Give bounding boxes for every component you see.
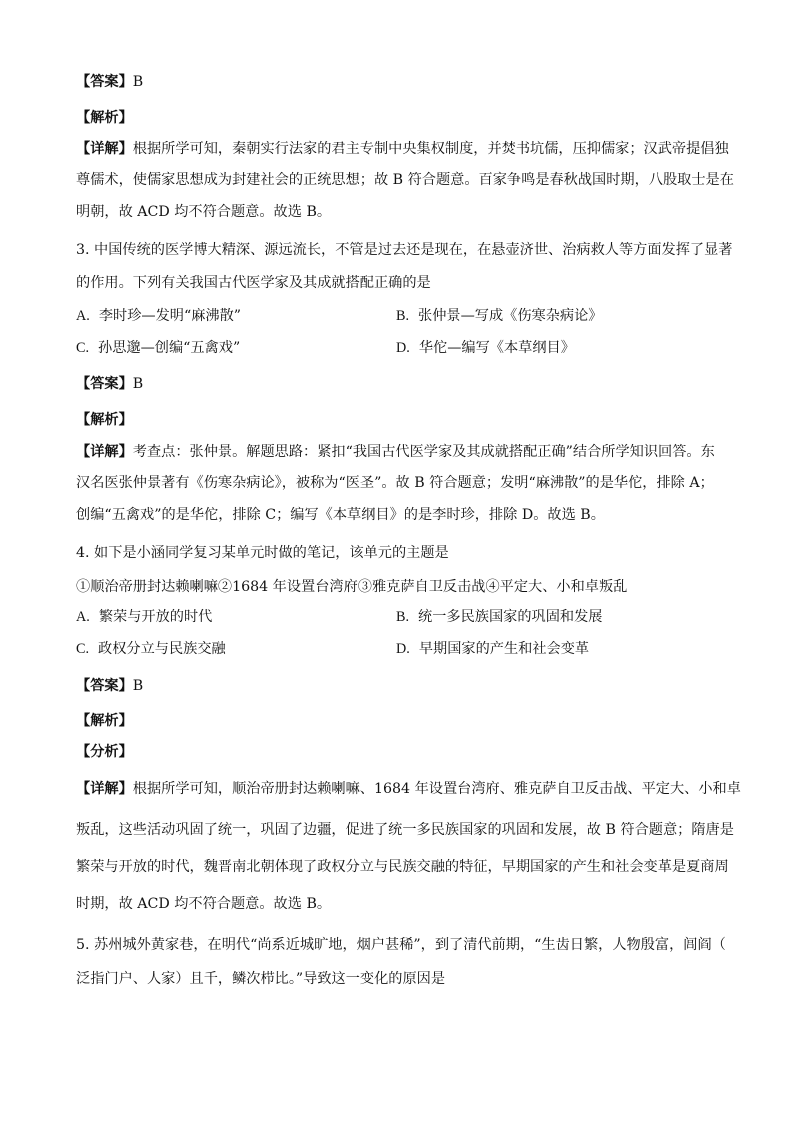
q3-answer-line: [76, 374, 143, 394]
analysis-tag: 【解析】: [76, 713, 133, 729]
option-text: 早期国家的产生和社会变革: [418, 641, 590, 657]
option-text: 统一多民族国家的巩固和发展: [418, 609, 603, 625]
option-letter: C.: [76, 340, 90, 356]
detail-text: 考查点：张仲景。解题思路：紧扣“我国古代医学家及其成就搭配正确”结合所学知识回答。东: [132, 444, 715, 460]
option-text: 张仲景—写成《伤寒杂病论》: [418, 308, 603, 324]
q4-option-a: [76, 607, 212, 627]
detail-text: 根据所学可知，秦朝实行法家的君主专制中央集权制度，并焚书坑儒，压抑儒家；汉武帝提倡独: [132, 141, 729, 157]
option-letter: D.: [396, 641, 410, 657]
detail-text: 根据所学可知，顺治帝册封达赖喇嘛、1684 年设置台湾府、雅克萨自卫反击战、平定大、小和卓: [132, 781, 741, 797]
q4-stem-line-2: ①顺治帝册封达赖喇嘛②1684 年设置台湾府③雅克萨自卫反击战④平定大、小和卓叛乱: [76, 579, 628, 595]
q3-option-b: [396, 306, 603, 326]
q3-detail-line-1: [76, 442, 715, 462]
analysis-tag: 【解析】: [76, 412, 133, 428]
q5-stem-line-1: 5. 苏州城外黄家巷，在明代“尚系近城旷地，烟户甚稀”，到了清代前期，“生齿日繁，人物殷富，闾阎（: [76, 937, 726, 953]
option-letter: A.: [76, 308, 90, 324]
q4-option-b: [396, 607, 603, 627]
q4-fenxi-line: [76, 742, 133, 762]
option-text: 政权分立与民族交融: [98, 641, 226, 657]
q4-detail-line-4: 时期，故 ACD 均不符合题意。故选 B。: [76, 896, 332, 912]
detail-tag: 【详解】: [76, 141, 133, 157]
answer-value: B: [132, 376, 144, 392]
option-text: 华佗—编写《本草纲目》: [418, 340, 575, 356]
prev-answer-line: [76, 72, 143, 92]
q3-option-a: [76, 306, 241, 326]
q3-detail-line-2: 汉名医张仲景著有《伤寒杂病论》，被称为“医圣”。故 B 符合题意；发明“麻沸散”的是华佗，排除 A；: [76, 475, 714, 491]
q4-stem-line-1: 4. 如下是小涵同学复习某单元时做的笔记，该单元的主题是: [76, 545, 449, 561]
prev-detail-line-3: 明朝，故 ACD 均不符合题意。故选 B。: [76, 204, 332, 220]
q4-detail-line-3: 繁荣与开放的时代，魏晋南北朝体现了政权分立与民族交融的特征，早期国家的产生和社会变革是夏商周: [76, 859, 729, 875]
option-letter: D.: [396, 340, 410, 356]
q4-option-d: [396, 639, 589, 659]
q3-stem-line-2: 的作用。下列有关我国古代医学家及其成就搭配正确的是: [76, 275, 431, 291]
fenxi-tag: 【分析】: [76, 744, 133, 760]
q3-option-c: [76, 338, 240, 358]
option-letter: B.: [396, 609, 410, 625]
option-letter: C.: [76, 641, 90, 657]
q4-answer-line: [76, 676, 143, 696]
prev-detail-line-1: [76, 139, 729, 159]
option-text: 孙思邈—创编“五禽戏”: [98, 340, 241, 356]
answer-value: B: [132, 74, 144, 90]
answer-tag: 【答案】: [76, 74, 133, 90]
option-letter: B.: [396, 308, 410, 324]
q3-stem-line-1: 3. 中国传统的医学博大精深、源远流长，不管是过去还是现在，在悬壶济世、治病救人等方面发挥了显著: [76, 242, 733, 258]
option-text: 李时珍—发明“麻沸散”: [98, 308, 242, 324]
detail-tag: 【详解】: [76, 781, 133, 797]
detail-tag: 【详解】: [76, 444, 133, 460]
q5-stem-line-2: 泛指门户、人家）且千，鳞次栉比。”导致这一变化的原因是: [76, 971, 446, 987]
prev-analysis-line: [76, 108, 133, 128]
option-text: 繁荣与开放的时代: [98, 609, 213, 625]
q4-detail-line-2: 叛乱，这些活动巩固了统一，巩固了边疆，促进了统一多民族国家的巩固和发展，故 B 符合题意；隋唐是: [76, 822, 734, 838]
answer-tag: 【答案】: [76, 376, 133, 392]
answer-tag: 【答案】: [76, 678, 133, 694]
q3-option-d: [396, 338, 575, 358]
q4-detail-line-1: [76, 779, 741, 799]
option-letter: A.: [76, 609, 90, 625]
answer-value: B: [132, 678, 144, 694]
q4-analysis-line: [76, 711, 133, 731]
q4-option-c: [76, 639, 226, 659]
prev-detail-line-2: 尊儒术，使儒家思想成为封建社会的正统思想；故 B 符合题意。百家争鸣是春秋战国时期，八股取士是在: [76, 172, 734, 188]
q3-analysis-line: [76, 410, 133, 430]
q3-detail-line-3: 创编“五禽戏”的是华佗，排除 C；编写《本草纲目》的是李时珍，排除 D。故选 B。: [76, 507, 605, 523]
analysis-tag: 【解析】: [76, 110, 133, 126]
